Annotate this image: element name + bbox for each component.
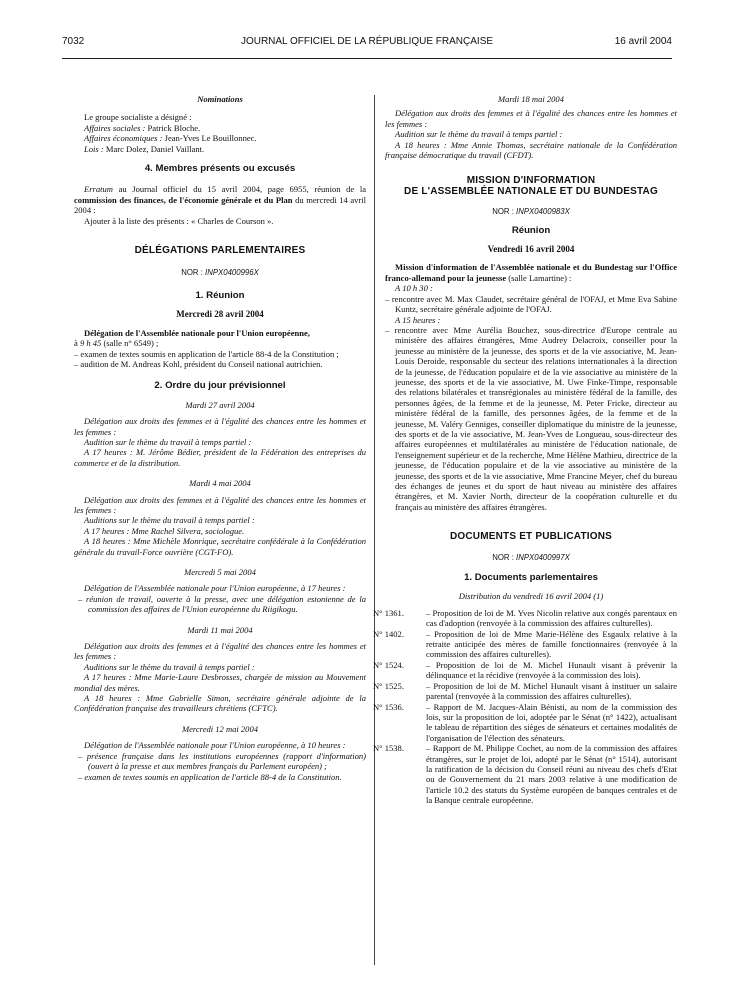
agenda-item: – présence française dans les institutions européennes (rapport d'information) (ouvert à la presse et aux membres français du Parlement européen) ;: [78, 750, 366, 772]
nomination-item: Affaires économiques : Jean-Yves Le Bouillonnec.: [84, 133, 257, 144]
section-title: 1. Réunion: [195, 289, 245, 301]
section-heading: MISSION D'INFORMATION: [466, 175, 596, 187]
delegation-name: Délégation de l'Assemblée nationale pour l'Union européenne, à 17 heures :: [84, 583, 346, 594]
distribution-line: Distribution du vendredi 16 avril 2004 (1): [458, 591, 604, 602]
agenda-line: Auditions sur le thème du travail à temps partiel :: [84, 661, 255, 672]
nor-reference: NOR : INPX0400996X: [181, 268, 259, 278]
agenda-date: Mardi 27 avril 2004: [185, 399, 255, 410]
agenda-item: – examen de textes soumis en application de l'article 88-4 de la Constitution ;: [74, 348, 339, 359]
agenda-item: – audition de M. Andreas Kohl, président du Conseil national autrichien.: [74, 358, 323, 369]
section-title: 1. Documents parlementaires: [464, 572, 598, 584]
erratum: Erratum au Journal officiel du 15 avril 2004, page 6955, réunion de la commission des finances, de l'économie générale et du Plan du mercredi 14 avril 2004 :: [74, 184, 366, 216]
document-entry: N° 1538. – Rapport de M. Philippe Cochet, au nom de la commission des affaires étrangères, sur le projet de loi, adopté par le Sénat (n° 1514), autorisant la ratification de la décision du Conseil réuni au niveau des chefs d'Etat ou de Gouvernement du 21 mars 2003 relative à une modification de l'article 10.2 des statuts du Système européen de banques centrales et de la Banque centrale européenne.: [373, 743, 677, 806]
delegation-name: Délégation aux droits des femmes et à l'égalité des chances entre les hommes et les femmes :: [385, 108, 677, 129]
meeting-date: Mercredi 28 avril 2004: [176, 309, 264, 320]
agenda-line: Audition sur le thème du travail à temps partiel :: [395, 129, 563, 140]
section-title: 2. Ordre du jour prévisionnel: [154, 380, 286, 392]
delegation-name: Délégation de l'Assemblée nationale pour l'Union européenne,: [84, 327, 310, 338]
document-entry: N° 1536. – Rapport de M. Jacques-Alain Bénisti, au nom de la commission des lois, sur la proposition de loi, adoptée par le Sénat (n° 1422), actualisant le tableau de répartition des sièges de sénateurs et certaines modalités de l'organisation de l'élection des sénateurs.: [373, 701, 677, 743]
agenda-line: A 17 heures : Mme Marie-Laure Desbrosses, chargée de mission au Mouvement mondial des mères.: [74, 672, 366, 693]
agenda-line: A 17 heures : M. Jérôme Bédier, président de la Fédération des entreprises du commerce et de la distribution.: [74, 447, 366, 468]
agenda-line: Auditions sur le thème du travail à temps partiel :: [84, 515, 255, 526]
meeting-time: à 9 h 45 (salle n° 6549) ;: [74, 338, 159, 349]
delegation-name: Délégation aux droits des femmes et à l'égalité des chances entre les hommes et les femmes :: [74, 641, 366, 662]
agenda-line: A 18 heures : Mme Michèle Monrique, secrétaire confédérale à la Confédération générale du travail-Force ouvrière (CGT-FO).: [74, 536, 366, 557]
agenda-line: A 18 heures : Mme Gabrielle Simon, secrétaire générale adjointe de la Confédération française des travailleurs chrétiens (CFTC).: [74, 693, 366, 714]
meeting-time: A 15 heures :: [395, 314, 441, 325]
nomination-item: Lois : Marc Dolez, Daniel Vaillant.: [84, 143, 205, 154]
agenda-line: A 17 heures : Mme Rachel Silvera, sociologue.: [84, 525, 245, 536]
agenda-line: A 18 heures : Mme Annie Thomas, secrétaire nationale de la Confédération française démocratique du travail (CFDT).: [385, 139, 677, 161]
mission-name: Mission d'information de l'Assemblée nationale et du Bundestag sur l'Office franco-allemand pour la jeunesse (salle Lamartine) :: [385, 262, 677, 283]
agenda-date: Mardi 4 mai 2004: [189, 478, 251, 489]
journal-title: JOURNAL OFFICIEL DE LA RÉPUBLIQUE FRANÇAISE: [240, 36, 494, 47]
document-entry: N° 1524. – Proposition de loi de M. Michel Hunault visant à prévenir la délinquance et la récidive (renvoyée à la commission des lois).: [373, 659, 677, 681]
page-header: [62, 36, 672, 52]
document-entry: N° 1402. – Proposition de loi de Mme Marie-Hélène des Esgaulx relative à la retraite anticipée des mères de famille fonctionnaires (renvoyée à la commission des affaires culturelles).: [373, 628, 677, 660]
document-entry: N° 1361. – Proposition de loi de M. Yves Nicolin relative aux congés parentaux en cas d'adoption (renvoyée à la commission des affaires culturelles).: [373, 607, 677, 629]
column-divider: [374, 95, 375, 965]
section-title: Réunion: [511, 224, 551, 236]
agenda-item: – examen de textes soumis en application de l'article 88-4 de la Constitution.: [78, 771, 342, 782]
erratum-add: Ajouter à la liste des présents : « Charles de Courson ».: [84, 215, 274, 226]
document-entry: N° 1525. – Proposition de loi de M. Michel Hunault visant à instituer un salaire parental (renvoyée à la commission des affaires culturelles).: [373, 680, 677, 702]
meeting-date: Vendredi 16 avril 2004: [487, 244, 575, 255]
left-column: [74, 94, 366, 782]
agenda-item: – rencontre avec M. Max Claudet, secrétaire général de l'OFAJ, et Mme Eva Sabine Kuntz, secrétaire générale adjointe de l'OFAJ.: [385, 293, 677, 315]
delegation-name: Délégation de l'Assemblée nationale pour l'Union européenne, à 10 heures :: [84, 740, 346, 751]
agenda-date: Mercredi 5 mai 2004: [184, 567, 256, 577]
nominations-intro: Le groupe socialiste a désigné :: [84, 112, 192, 123]
nominations-title: Nominations: [197, 94, 243, 104]
nomination-item: Affaires sociales : Patrick Bloche.: [84, 122, 201, 133]
section-heading: DOCUMENTS ET PUBLICATIONS: [449, 531, 613, 543]
agenda-date: Mardi 11 mai 2004: [187, 624, 253, 635]
delegation-name: Délégation aux droits des femmes et à l'égalité des chances entre les hommes et les femmes :: [74, 416, 366, 437]
section-heading: DE L'ASSEMBLÉE NATIONALE ET DU BUNDESTAG: [404, 185, 658, 197]
agenda-date: Mardi 18 mai 2004: [498, 94, 564, 104]
issue-date: 16 avril 2004: [614, 36, 672, 47]
meeting-time: A 10 h 30 :: [395, 283, 433, 294]
section-title: 4. Membres présents ou excusés: [144, 163, 296, 175]
right-column: [373, 94, 677, 806]
agenda-item: – réunion de travail, ouverte à la presse, avec une délégation estonienne de la commission des affaires de l'Union européenne du Riigikogu.: [78, 593, 366, 615]
page-number: 7032: [62, 36, 85, 47]
agenda-line: Audition sur le thème du travail à temps partiel :: [84, 436, 252, 447]
agenda-item: – rencontre avec Mme Aurélia Bouchez, sous-directrice d'Europe centrale au ministère des affaires étrangères, Mme Audrey Delacroix, conseiller pour la jeunesse au ministère de la jeunesse, des sports et de la vie associative, M. Jean-Louis Deroide, responsable du secteur des relations internationales à la direction de la jeunesse, de l'éducation populaire et de la vie associative au ministère de la jeunesse, des sports et de la vie associative, M. Uwe Finke-Timpe, responsable des relations bilatérales et transrégionales au ministère fédéral de la famille, des personnes âgées, de la femme et de la jeunesse, M. Peter Fricke, directeur au ministère fédéral de la famille, des personnes âgées, de la femme et de la jeunesse, M. Valéry Genniges, conseiller diplomatique du ministre de la jeunesse, des sports et de la vie associative, M. Jean-Yves de Longueau, sous-directeur des affaires européennes et multilatérales au ministère de l'éducation nationale, de l'enseignement supérieur et de la recherche, Mme Hélène Mathieu, directrice de la jeunesse, de l'éducation populaire et de la vie associative au ministère de la jeunesse, des sports et de la vie associative, Mme Francine Meyer, chef du bureau des échanges de jeunes et du sport de haut niveau au ministère des affaires étrangères, et M. Xavier North, directeur de la coopération culturelle et du français au ministère des affaires étrangères.: [385, 324, 677, 512]
nor-reference: NOR : INPX0400983X: [492, 207, 570, 217]
delegation-name: Délégation aux droits des femmes et à l'égalité des chances entre les hommes et les femmes :: [74, 494, 366, 515]
section-heading: DÉLÉGATIONS PARLEMENTAIRES: [134, 245, 306, 257]
header-rule: [62, 58, 672, 59]
nor-reference: NOR : INPX0400997X: [492, 552, 570, 562]
agenda-date: Mercredi 12 mai 2004: [181, 723, 259, 734]
